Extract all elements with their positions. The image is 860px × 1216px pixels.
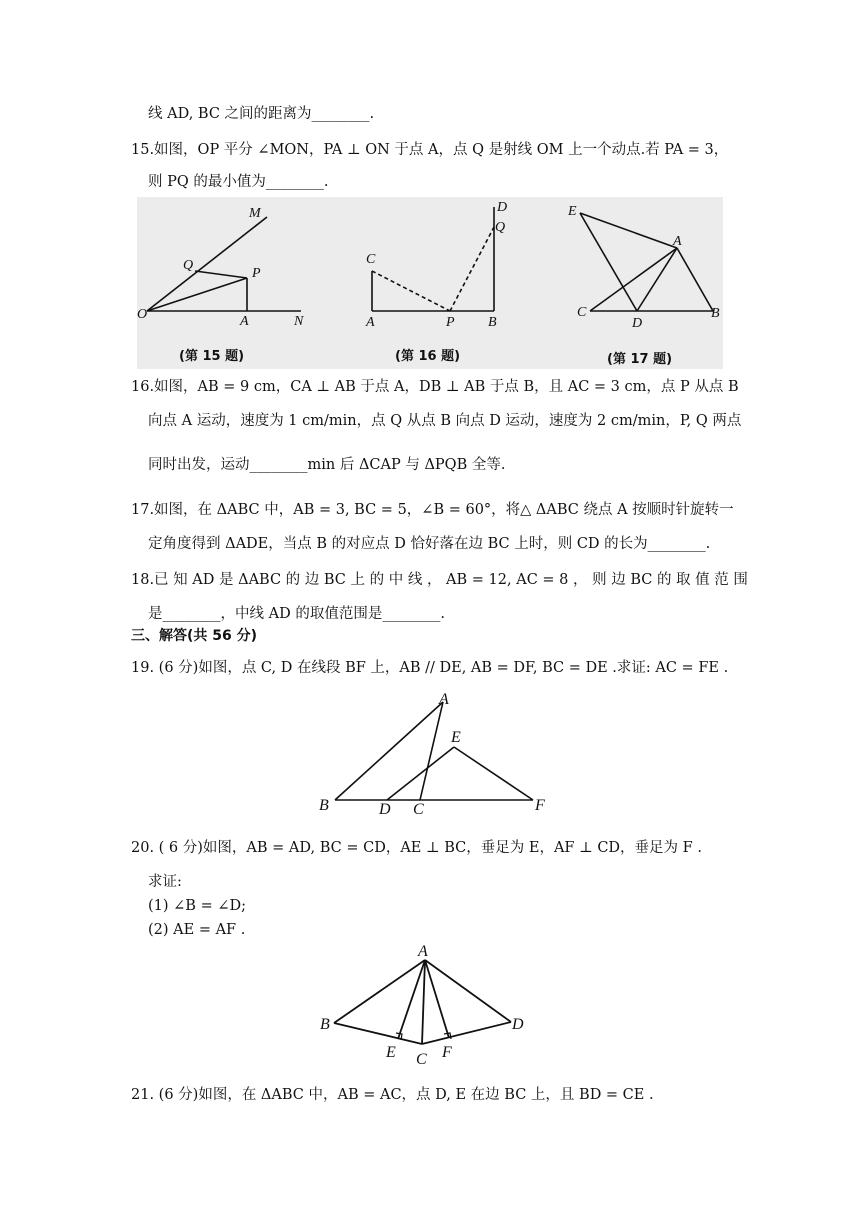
fig16-label-P: P: [446, 315, 455, 330]
fig16-label-B: B: [488, 315, 497, 330]
fig20-label-E: E: [386, 1044, 396, 1061]
fig19-label-C: C: [413, 801, 424, 818]
question-18-line-1: 18.已 知 AD 是 ΔABC 的 边 BC 上 的 中 线 ， AB = 12, AC = 8 ， 则 边 BC 的 取 值 范 围: [131, 572, 748, 588]
fig20-label-C: C: [416, 1051, 427, 1068]
figure-panel-background: [137, 197, 723, 369]
fig20-label-F: F: [442, 1044, 452, 1061]
fig20-label-D: D: [512, 1016, 524, 1033]
question-17-line-1: 17.如图，在 ΔABC 中，AB = 3, BC = 5，∠B = 60°，将△ ΔABC 绕点 A 按顺时针旋转一: [131, 502, 734, 518]
fig16-label-A: A: [366, 315, 375, 330]
figures-15-17-panel: [137, 197, 723, 369]
fig17-label-B: B: [711, 306, 720, 321]
fig16-label-C: C: [366, 252, 376, 267]
fig19-label-A: A: [439, 691, 449, 708]
fig15-label-N: N: [294, 314, 304, 329]
fig17-label-D: D: [632, 316, 643, 331]
fig19-label-E: E: [451, 729, 461, 746]
question-20-prove: 求证:: [148, 874, 182, 890]
fig15-label-P: P: [252, 266, 261, 281]
question-21: 21. (6 分)如图，在 ΔABC 中，AB = AC，点 D, E 在边 BC 上，且 BD = CE .: [131, 1087, 654, 1103]
fig17-caption: (第 17 题): [607, 352, 673, 367]
question-20-part-2: (2) AE = AF .: [148, 922, 246, 938]
text-line-distance: 线 AD, BC 之间的距离为________.: [148, 106, 375, 122]
figure-19: [315, 690, 555, 818]
fig16-caption: (第 16 题): [395, 349, 461, 364]
question-18-line-2: 是________，中线 AD 的取值范围是________.: [148, 606, 445, 622]
fig19-label-B: B: [319, 797, 329, 814]
fig19-label-D: D: [379, 801, 391, 818]
question-17-line-2: 定角度得到 ΔADE，当点 B 的对应点 D 恰好落在边 BC 上时，则 CD 的长为________.: [148, 536, 711, 552]
question-16-line-2: 向点 A 运动，速度为 1 cm/min，点 Q 从点 B 向点 D 运动，速度为 2 cm/min，P, Q 两点: [148, 413, 742, 429]
question-19: 19. (6 分)如图，点 C, D 在线段 BF 上，AB // DE, AB = DF, BC = DE .求证: AC = FE .: [131, 660, 729, 676]
question-16-line-1: 16.如图，AB = 9 cm，CA ⊥ AB 于点 A，DB ⊥ AB 于点 B，且 AC = 3 cm，点 P 从点 B: [131, 379, 739, 395]
figure-20: [318, 938, 533, 1068]
fig15-caption: (第 15 题): [179, 349, 245, 364]
question-16-line-3: 同时出发，运动________min 后 ΔCAP 与 ΔPQB 全等.: [148, 457, 506, 473]
fig15-label-A: A: [240, 314, 249, 329]
fig20-label-A: A: [418, 943, 428, 960]
question-20-part-1: (1) ∠B = ∠D;: [148, 898, 246, 914]
fig17-label-E: E: [568, 204, 577, 219]
fig20-label-B: B: [320, 1016, 330, 1033]
fig15-label-O: O: [137, 307, 148, 322]
question-15-line-2: 则 PQ 的最小值为________.: [148, 174, 329, 190]
fig15-label-Q: Q: [183, 258, 194, 273]
question-20-line-1: 20. ( 6 分)如图，AB = AD, BC = CD，AE ⊥ BC，垂足为 E，AF ⊥ CD，垂足为 F .: [131, 840, 702, 856]
fig16-label-D: D: [497, 200, 508, 215]
fig17-label-C: C: [577, 305, 587, 320]
fig15-label-M: M: [249, 206, 261, 221]
section-3-heading: 三、解答(共 56 分): [131, 628, 258, 644]
fig19-label-F: F: [535, 797, 545, 814]
fig17-label-A: A: [673, 234, 682, 249]
fig16-label-Q: Q: [495, 220, 506, 235]
question-15-line-1: 15.如图，OP 平分 ∠MON，PA ⊥ ON 于点 A，点 Q 是射线 OM 上一个动点.若 PA = 3，: [131, 142, 729, 158]
